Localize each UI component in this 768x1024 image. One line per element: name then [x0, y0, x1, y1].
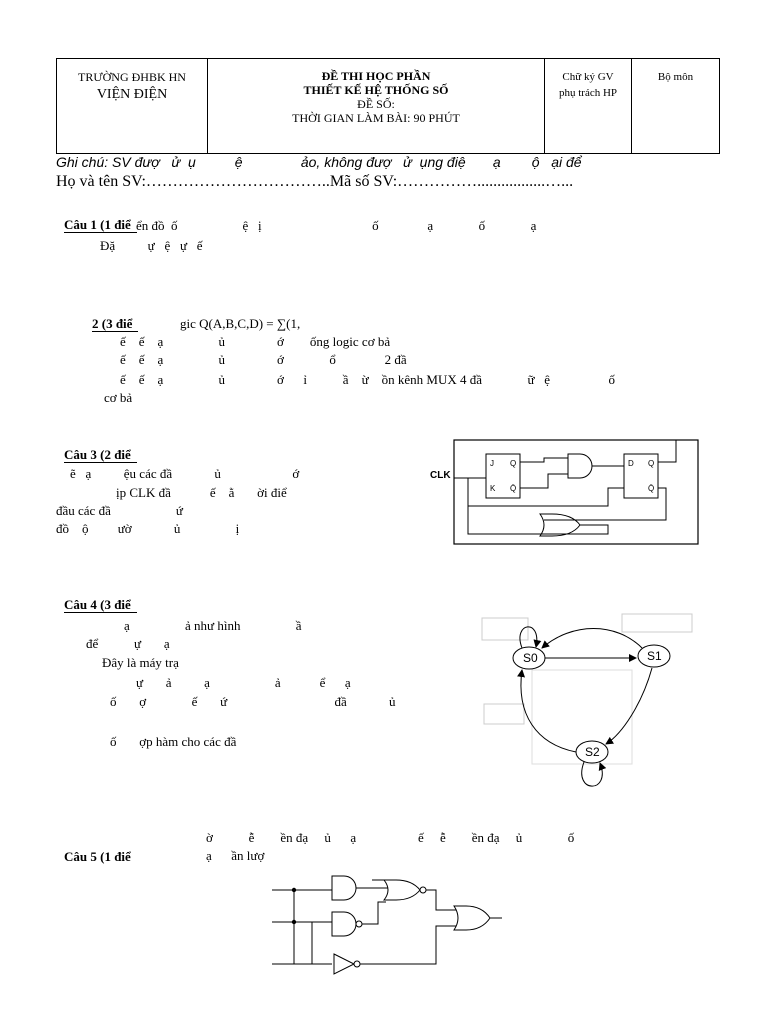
student-info-line: Họ và tên SV:……………………………..Mã số SV:…………….................…...: [56, 173, 574, 190]
question-5-gate-circuit: [272, 866, 502, 978]
nand-bubble: [356, 921, 362, 927]
department-label: Bộ môn: [657, 71, 694, 83]
question-5-title-wrap: [56, 830, 137, 866]
s2-self-loop: [582, 762, 603, 786]
school-name: TRƯỜNG ĐHBK HN: [78, 70, 186, 84]
question-4-line-5: ố ợ ế ứ đầ ủ: [110, 694, 396, 709]
institute-name: VIỆN ĐIỆN: [96, 87, 168, 102]
jk-qn-pin: Q̄: [510, 484, 517, 493]
question-5-line-2: ạ ần lượ: [206, 848, 265, 863]
or-gate-output: [454, 906, 490, 930]
question-4-line-1: ạ ả như hình ầ: [124, 618, 302, 633]
exam-number: ĐỀ SỐ:: [357, 97, 395, 111]
exam-info-cell: [208, 59, 545, 154]
exam-duration: THỜI GIAN LÀM BÀI: 90 PHÚT: [292, 111, 460, 125]
question-4-title-wrap: [56, 578, 137, 614]
state-s1-label: S1: [647, 649, 662, 663]
question-4-line-2: để ự ạ: [86, 636, 170, 651]
question-3-line-1: ẽ ạ ệu các đầ ủ ớ: [70, 466, 300, 481]
signature-label-1: Chữ ký GV: [562, 71, 614, 83]
exam-note: Ghi chú: SV đượ ử ụ ệ ảo, không đượ ử ụng điệ ạ ộ ại để: [56, 154, 582, 170]
scan-artifact: [622, 614, 692, 632]
question-4-title: Câu 4 (3 điể: [64, 597, 137, 613]
question-5-line-1: ờ ễ ền đạ ủ ạ ế ễ ền đạ ủ ố: [206, 830, 575, 845]
question-3-title: Câu 3 (2 điể: [64, 447, 137, 463]
clk-wire: [454, 478, 624, 506]
exam-title: ĐỀ THI HỌC PHẦN: [321, 69, 431, 83]
or-gate: [540, 514, 580, 536]
question-5-title: Câu 5 (1 điể: [64, 849, 131, 864]
signature-label-2: phụ trách HP: [558, 87, 618, 99]
output-stage-wires: [360, 890, 456, 964]
not-bubble: [354, 961, 360, 967]
junction-dot: [292, 888, 296, 892]
question-2-line-2: ế ế ạ ủ ớ ống logic cơ bả: [120, 334, 391, 349]
question-2-title: 2 (3 điể: [92, 316, 138, 332]
and-gate-1: [332, 876, 356, 900]
question-3-title-wrap: [56, 428, 137, 464]
nor-bubble: [420, 887, 426, 893]
question-3-circuit-diagram: [428, 436, 714, 548]
question-4-line-6: ố ợp hàm cho các đầ: [110, 734, 237, 749]
question-4-state-diagram: [476, 604, 714, 800]
jk-q-pin: Q: [510, 459, 517, 468]
state-s0-label: S0: [523, 651, 538, 665]
clk-label: CLK: [430, 470, 451, 481]
question-1-line-2: Đặ ự ệ ự ế: [100, 238, 203, 253]
question-3-line-3: đầu các đầ ứ: [56, 503, 183, 518]
scan-artifact: [484, 704, 524, 724]
question-4-line-3: Đây là máy trạ: [102, 655, 179, 670]
and-gate: [568, 454, 592, 478]
question-2-title-wrap: [84, 297, 138, 333]
course-name: THIẾT KẾ HỆ THỐNG SỐ: [303, 83, 449, 97]
question-1-title: Câu 1 (1 điể: [64, 217, 137, 233]
question-2-line-1: gic Q(A,B,C,D) = ∑(1,: [180, 316, 301, 331]
jk-k-pin: K: [490, 484, 496, 493]
d-qn-pin: Q̄: [648, 484, 655, 493]
question-1-line-1: ển đồ ố ệ ị ố ạ ố ạ: [136, 218, 537, 233]
department-cell: [632, 59, 720, 154]
scan-artifact: [482, 618, 528, 640]
state-s2-label: S2: [585, 745, 600, 759]
d-d-pin: D: [628, 459, 634, 468]
question-3-line-4: đồ ộ ườ ủ ị: [56, 521, 240, 536]
input-wires: [272, 890, 332, 964]
question-2-line-5: cơ bả: [104, 390, 133, 405]
question-3-line-2: ịp CLK đầ ế ằ ời điể: [116, 485, 287, 500]
question-2-line-4: ế ế ạ ủ ớ ỉ ầ ừ ồn kênh MUX 4 đầ ữ ệ ố: [120, 372, 616, 387]
not-gate: [334, 954, 354, 974]
s1-to-s0-edge: [542, 629, 642, 649]
question-4-line-4: ự ả ạ ả ể ạ: [136, 675, 351, 690]
nand-gate: [332, 912, 356, 936]
s1-to-s2-edge: [606, 668, 652, 744]
question-1-title-wrap: [56, 198, 137, 234]
jk-j-pin: J: [490, 459, 494, 468]
question-2-line-3: ế ế ạ ủ ớ ổ 2 đầ: [120, 352, 407, 367]
school-cell: [57, 59, 208, 154]
exam-header-table: [56, 58, 720, 154]
junction-dot: [292, 920, 296, 924]
middle-wires: [356, 880, 388, 924]
lecturer-signature-cell: [545, 59, 632, 154]
nor-gate: [384, 880, 420, 900]
d-q-pin: Q: [648, 459, 655, 468]
s2-to-s0-edge: [521, 670, 576, 752]
